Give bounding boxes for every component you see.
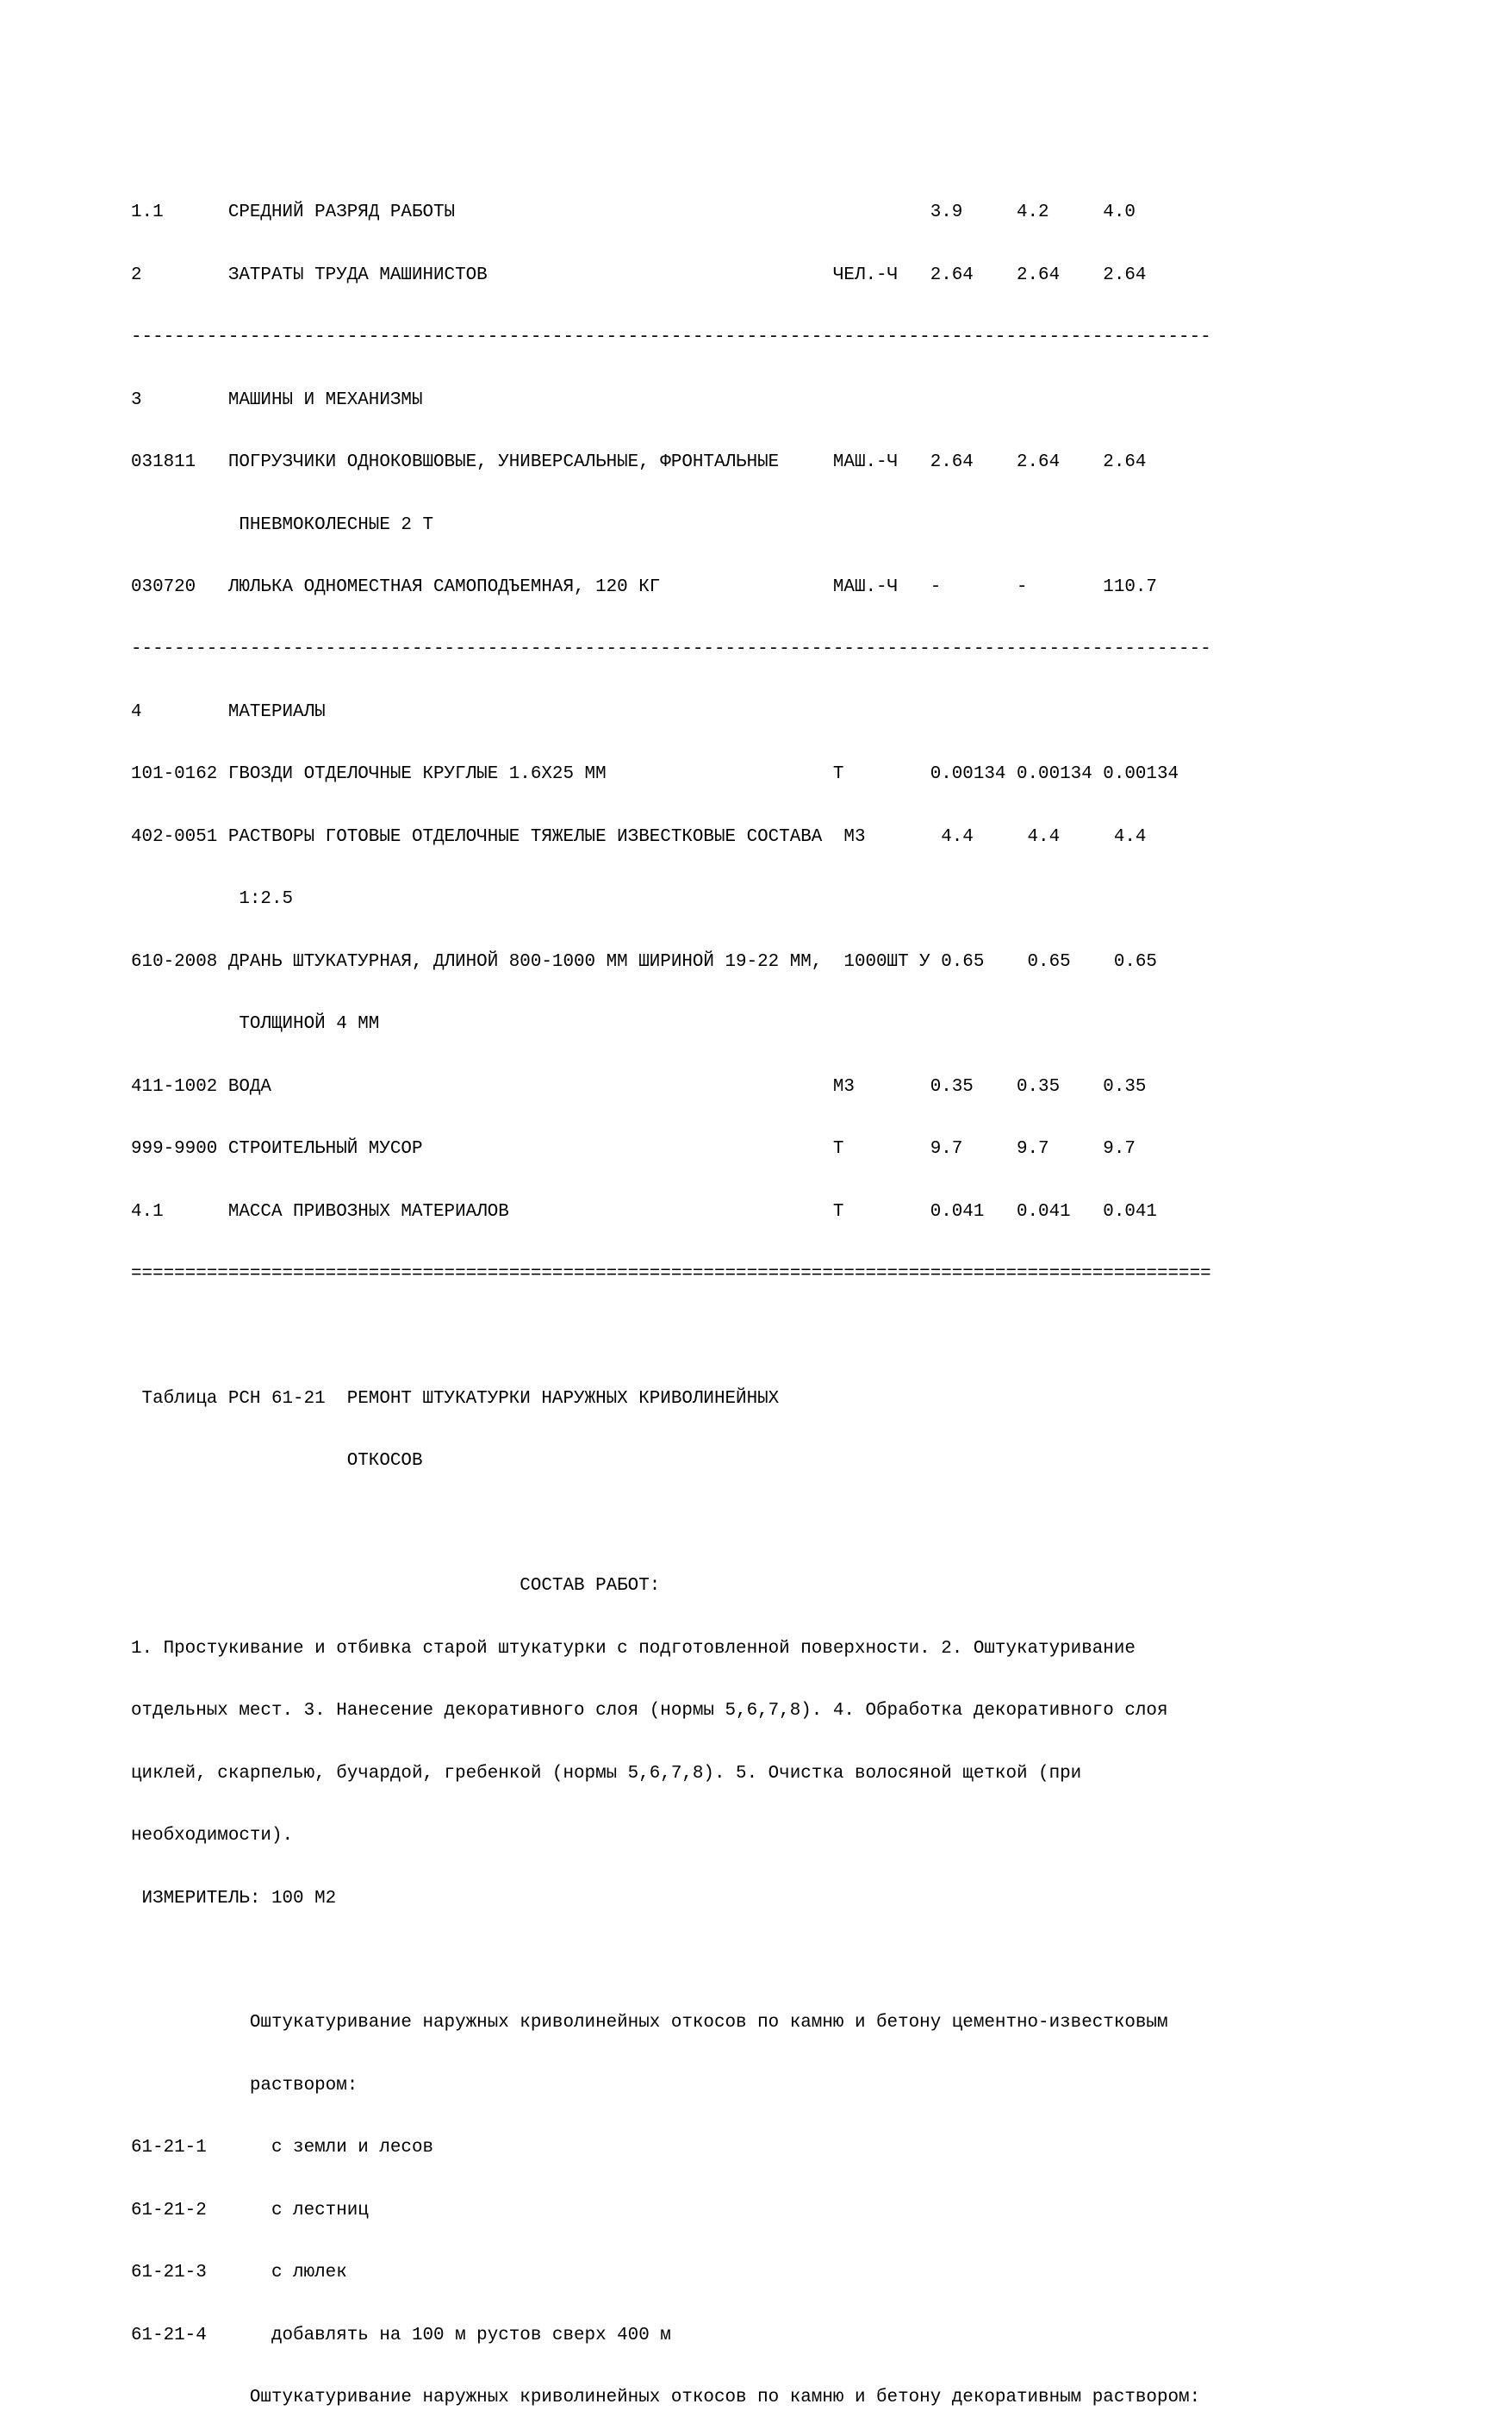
table-title-continued: ОТКОСОВ [131, 1451, 423, 1472]
row-average-grade: 1.1 СРЕДНИЙ РАЗРЯД РАБОТЫ 3.9 4.2 4.0 [131, 202, 1136, 223]
norm-item-61-21-4: 61-21-4 добавлять на 100 м рустов сверх 400 м [131, 2325, 671, 2345]
row-loaders-continued: ПНЕВМОКОЛЕСНЫЕ 2 Т [131, 514, 434, 535]
group-heading-cement-lime-continued: раствором: [131, 2075, 358, 2096]
separator-dashed: ---------------------------------------------------------------------------------------------------- [131, 639, 1211, 660]
table-title: Таблица РСН 61-21 РЕМОНТ ШТУКАТУРКИ НАРУЖНЫХ КРИВОЛИНЕЙНЫХ [131, 1388, 780, 1409]
row-mortar-continued: 1:2.5 [131, 889, 294, 910]
separator-dashed: ---------------------------------------------------------------------------------------------------- [131, 327, 1211, 348]
row-lath-continued: ТОЛЩИНОЙ 4 ММ [131, 1014, 380, 1035]
row-water: 411-1002 ВОДА М3 0.35 0.35 0.35 [131, 1076, 1147, 1097]
document-body [131, 161, 1211, 2429]
row-debris: 999-9900 СТРОИТЕЛЬНЫЙ МУСОР Т 9.7 9.7 9.7 [131, 1139, 1136, 1160]
group-heading-decorative: Оштукатуривание наружных криволинейных откосов по камню и бетону декоративным раствором: [131, 2388, 1201, 2408]
work-composition-heading: СОСТАВ РАБОТ: [131, 1576, 661, 1597]
blank-line [131, 1514, 1211, 1535]
norm-item-61-21-2: 61-21-2 с лестниц [131, 2200, 369, 2220]
work-composition-text: отдельных мест. 3. Нанесение декоративного слоя (нормы 5,6,7,8). 4. Обработка декоративного слоя [131, 1701, 1168, 1722]
row-material-mass: 4.1 МАССА ПРИВОЗНЫХ МАТЕРИАЛОВ Т 0.041 0.041 0.041 [131, 1201, 1157, 1222]
row-lath: 610-2008 ДРАНЬ ШТУКАТУРНАЯ, ДЛИНОЙ 800-1000 ММ ШИРИНОЙ 19-22 ММ, 1000ШТ У 0.65 0.65 0.65 [131, 951, 1157, 972]
blank-line [131, 1951, 1211, 1971]
blank-line [131, 1326, 1211, 1347]
row-cradle: 030720 ЛЮЛЬКА ОДНОМЕСТНАЯ САМОПОДЪЕМНАЯ, 120 КГ МАШ.-Ч - - 110.7 [131, 577, 1157, 598]
work-composition-text: необходимости). [131, 1826, 294, 1847]
measurement-unit: ИЗМЕРИТЕЛЬ: 100 М2 [131, 1888, 337, 1909]
section-materials-heading: 4 МАТЕРИАЛЫ [131, 701, 326, 722]
row-mortar: 402-0051 РАСТВОРЫ ГОТОВЫЕ ОТДЕЛОЧНЫЕ ТЯЖЕЛЫЕ ИЗВЕСТКОВЫЕ СОСТАВА М3 4.4 4.4 4.4 [131, 826, 1147, 847]
row-loaders: 031811 ПОГРУЗЧИКИ ОДНОКОВШОВЫЕ, УНИВЕРСАЛЬНЫЕ, ФРОНТАЛЬНЫЕ МАШ.-Ч 2.64 2.64 2.64 [131, 452, 1147, 473]
group-heading-cement-lime: Оштукатуривание наружных криволинейных откосов по камню и бетону цементно-известковым [131, 2013, 1168, 2034]
norm-item-61-21-3: 61-21-3 с люлек [131, 2263, 347, 2283]
work-composition-text: 1. Простукивание и отбивка старой штукатурки с подготовленной поверхности. 2. Оштукатуривание [131, 1638, 1136, 1659]
section-machines-heading: 3 МАШИНЫ И МЕХАНИЗМЫ [131, 389, 423, 410]
row-machinist-labor: 2 ЗАТРАТЫ ТРУДА МАШИНИСТОВ ЧЕЛ.-Ч 2.64 2.64 2.64 [131, 265, 1147, 285]
work-composition-text: циклей, скарпелью, бучардой, гребенкой (нормы 5,6,7,8). 5. Очистка волосяной щеткой (при [131, 1763, 1082, 1784]
row-nails: 101-0162 ГВОЗДИ ОТДЕЛОЧНЫЕ КРУГЛЫЕ 1.6Х25 ММ Т 0.00134 0.00134 0.00134 [131, 764, 1179, 785]
separator-double: ==================================================================================================== [131, 1264, 1211, 1285]
norm-item-61-21-1: 61-21-1 с земли и лесов [131, 2138, 434, 2158]
